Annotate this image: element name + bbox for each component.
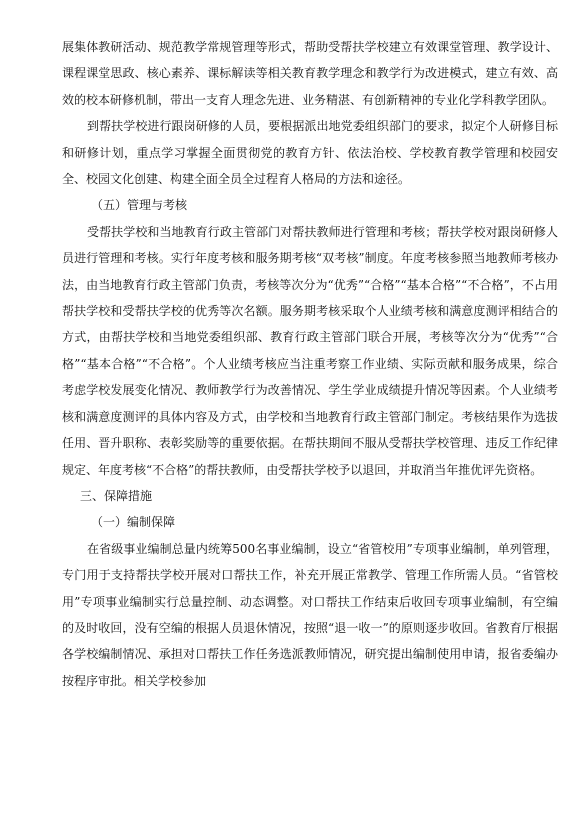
paragraph-shadow-training: 到帮扶学校进行跟岗研修的人员，要根据派出地党委组织部门的要求，拟定个人研修目标和研修计划，重点学习掌握全面贯彻党的教育方针、依法治校、学校教育教学管理和校园安全、校园文化创建、构建全面全员全过程育人格局的方法和途径。 xyxy=(62,119,558,187)
paragraph-staffing-details: 在省级事业编制总量内统筹500名事业编制，设立“省管校用”专项事业编制，单列管理，专门用于支持帮扶学校开展对口帮扶工作，补充开展正常教学、管理工作所需人员。“省管校用”专项事业编制实行总量控制、动态调整。对口帮扶工作结束后收回专项事业编制，有空编的及时收回，没有空编的根据人员退休情况，按照“退一收一”的原则逐步收回。省教育厅根据各学校编制情况、承担对口帮扶工作任务选派教师情况，研究提出编制使用申请，报省委编办按程序审批。相关学校参加 xyxy=(62,541,558,688)
paragraph-assessment-details: 受帮扶学校和当地教育行政主管部门对帮扶教师进行管理和考核；帮扶学校对跟岗研修人员进行管理和考核。实行年度考核和服务期考核“双考核”制度。年度考核参照当地教师考核办法，由当地教育行政主管部门负责，考核等次分为“优秀”“合格”“基本合格”“不合格”，不占用帮扶学校和受帮扶学校的优秀等次名额。服务期考核采取个人业绩考核和满意度测评相结合的方式，由帮扶学校和当地党委组织部、教育行政主管部门联合开展，考核等次分为“优秀”“合格”“基本合格”“不合格”。个人业绩考核应当注重考察工作业绩、实际贡献和服务成果，综合考虑学校发展变化情况、教师教学行为改善情况、学生学业成绩提升情况等因素。个人业绩考核和满意度测评的具体内容及方式，由学校和当地教育行政主管部门制定。考核结果作为选拔任用、晋升职称、表彰奖励等的重要依据。在帮扶期间不服从受帮扶学校管理、违反工作纪律规定、年度考核“不合格”的帮扶教师，由受帮扶学校予以退回，并取消当年推优评先资格。 xyxy=(62,224,558,477)
heading-staffing-guarantee: （一）编制保障 xyxy=(91,515,176,530)
heading-management-assessment: （五）管理与考核 xyxy=(91,198,188,213)
paragraph-training-mechanism: 展集体教研活动、规范教学常规管理等形式，帮助受帮扶学校建立有效课堂管理、教学设计、课程课堂思政、核心素养、课标解读等相关教育教学理念和教学行为改进模式，建立有效、高效的校本研修机制，带出一支育人理念先进、业务精湛、有创新精神的专业化学科教学团队。 xyxy=(62,40,558,107)
heading-safeguard-measures: 三、保障措施 xyxy=(80,488,153,503)
